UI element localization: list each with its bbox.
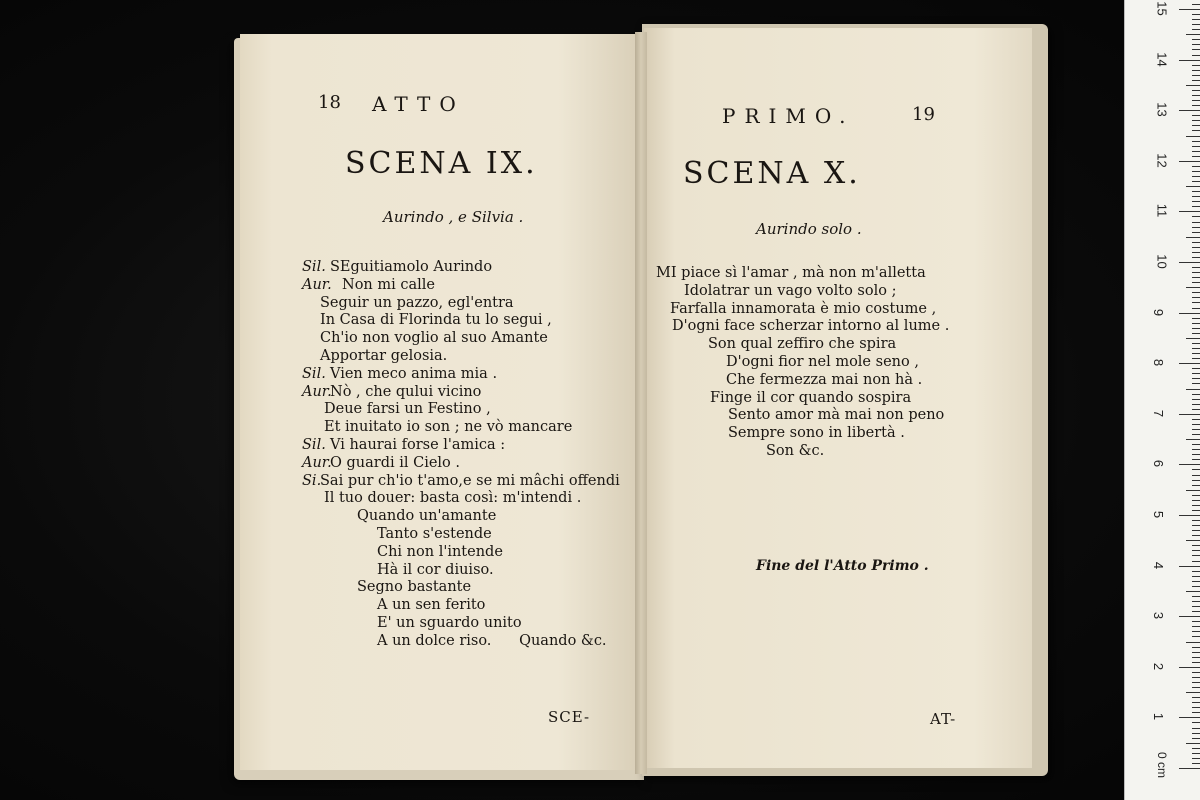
verse-line: A un dolce riso. Quando &c. <box>377 632 607 649</box>
ruler-unit-label: 0 cm <box>1155 751 1170 779</box>
verse-line: Idolatrar un vago volto solo ; <box>684 282 897 299</box>
ruler-tick <box>1192 495 1200 496</box>
ruler-tick <box>1192 343 1200 344</box>
verse-line: Chi non l'intende <box>377 543 503 560</box>
ruler-number: 4 <box>1151 561 1167 569</box>
ruler-tick <box>1192 525 1200 526</box>
ruler-tick <box>1186 743 1200 744</box>
ruler-tick <box>1192 571 1200 572</box>
ruler-tick <box>1192 176 1200 177</box>
ruler-tick <box>1192 611 1200 612</box>
ruler-tick <box>1192 550 1200 551</box>
ruler-tick <box>1179 60 1200 61</box>
ruler-tick <box>1192 561 1200 562</box>
ruler-tick <box>1192 100 1200 101</box>
ruler-tick <box>1192 419 1200 420</box>
verse-line: Apportar gelosia. <box>320 347 448 364</box>
ruler-tick <box>1192 302 1200 303</box>
verse-line: In Casa di Florinda tu lo segui , <box>320 312 552 329</box>
ruler-tick <box>1192 252 1200 253</box>
ruler-tick <box>1192 24 1200 25</box>
ruler-tick <box>1186 136 1200 137</box>
verse-line: Quando un'amante <box>357 508 497 525</box>
verse-line: Segno bastante <box>357 579 472 596</box>
ruler-tick <box>1192 733 1200 734</box>
ruler-number: 9 <box>1151 308 1167 316</box>
verse-line: Tanto s'estende <box>377 525 492 542</box>
ruler-tick <box>1192 216 1200 217</box>
verse-line: Et inuitato io son ; ne vò mancare <box>324 419 573 436</box>
verse-line: Sil. Vien meco anima mia . <box>302 365 498 382</box>
ruler-tick <box>1192 682 1200 683</box>
ruler-tick <box>1192 75 1200 76</box>
ruler-tick <box>1192 722 1200 723</box>
ruler-tick <box>1192 44 1200 45</box>
verse-line: Son qual zeffiro che spira <box>708 336 897 353</box>
ruler-tick <box>1192 454 1200 455</box>
ruler-tick <box>1192 14 1200 15</box>
verse-line: Sil. Vi haurai forse l'amica : <box>302 436 506 453</box>
ruler-tick <box>1192 49 1200 50</box>
ruler-tick <box>1179 110 1200 111</box>
ruler-tick <box>1192 277 1200 278</box>
ruler-number: 2 <box>1151 662 1167 670</box>
verse-line: Si.Sai pur ch'io t'amo,e se mi mâchi offendi <box>302 472 620 489</box>
ruler-tick <box>1192 652 1200 653</box>
ruler-tick <box>1186 186 1200 187</box>
verse-line: Che fermezza mai non hà . <box>726 371 923 388</box>
left-verse-block <box>302 259 620 651</box>
right-cast-list: Aurindo solo . <box>756 220 862 238</box>
ruler-tick <box>1192 394 1200 395</box>
ruler-tick <box>1192 247 1200 248</box>
ruler-tick <box>1192 581 1200 582</box>
ruler-tick <box>1192 677 1200 678</box>
ruler-tick <box>1179 616 1200 617</box>
ruler-tick <box>1192 201 1200 202</box>
ruler-tick <box>1192 55 1200 56</box>
ruler-tick <box>1192 449 1200 450</box>
left-scene-title: SCENA IX. <box>345 146 538 181</box>
ruler-tick <box>1192 358 1200 359</box>
ruler-tick <box>1192 378 1200 379</box>
ruler-tick <box>1186 642 1200 643</box>
ruler-tick <box>1192 738 1200 739</box>
ruler-tick <box>1192 222 1200 223</box>
ruler-tick <box>1192 728 1200 729</box>
end-of-act-note: Fine del l'Atto Primo . <box>756 558 929 574</box>
ruler-tick <box>1192 4 1200 5</box>
ruler-tick <box>1192 156 1200 157</box>
verse-line: Aur.Nò , che qului vicino <box>302 383 482 400</box>
ruler-tick <box>1192 353 1200 354</box>
verse-line: Aur.O guardi il Cielo . <box>302 454 461 471</box>
ruler-tick <box>1192 191 1200 192</box>
ruler-tick <box>1192 636 1200 637</box>
ruler-tick <box>1192 292 1200 293</box>
ruler-tick <box>1192 95 1200 96</box>
ruler-tick <box>1192 459 1200 460</box>
ruler-tick <box>1186 540 1200 541</box>
verse-line: E' un sguardo unito <box>377 614 522 631</box>
ruler-tick <box>1192 753 1200 754</box>
ruler-tick <box>1192 631 1200 632</box>
ruler-tick <box>1192 409 1200 410</box>
ruler-tick <box>1192 404 1200 405</box>
ruler-tick <box>1192 242 1200 243</box>
ruler-tick <box>1192 510 1200 511</box>
ruler-tick <box>1192 555 1200 556</box>
ruler-tick <box>1192 267 1200 268</box>
ruler-number: 8 <box>1151 359 1167 367</box>
ruler-tick <box>1192 530 1200 531</box>
ruler-tick <box>1192 657 1200 658</box>
ruler-tick <box>1192 480 1200 481</box>
ruler-tick <box>1186 287 1200 288</box>
ruler-tick <box>1192 39 1200 40</box>
verse-line: D'ogni face scherzar intorno al lume . <box>672 318 950 335</box>
ruler-tick <box>1179 313 1200 314</box>
ruler-tick <box>1192 662 1200 663</box>
ruler-tick <box>1179 768 1200 769</box>
ruler-tick <box>1192 65 1200 66</box>
ruler-tick <box>1179 262 1200 263</box>
ruler-tick <box>1186 490 1200 491</box>
ruler-tick <box>1179 717 1200 718</box>
ruler-tick <box>1192 181 1200 182</box>
ruler-tick <box>1192 647 1200 648</box>
ruler-tick <box>1192 227 1200 228</box>
ruler-tick <box>1192 297 1200 298</box>
ruler-tick <box>1192 29 1200 30</box>
ruler-tick <box>1192 171 1200 172</box>
ruler-tick <box>1192 196 1200 197</box>
ruler-tick <box>1186 439 1200 440</box>
ruler-tick <box>1192 469 1200 470</box>
ruler-tick <box>1192 485 1200 486</box>
ruler-tick <box>1179 363 1200 364</box>
ruler-number: 15 <box>1154 1 1170 16</box>
ruler-tick <box>1186 85 1200 86</box>
ruler-tick <box>1192 475 1200 476</box>
verse-line: Sempre sono in libertà . <box>728 425 905 442</box>
verse-line: D'ogni fior nel mole seno , <box>726 353 919 370</box>
ruler-tick <box>1192 626 1200 627</box>
verse-line: Aur. Non mi calle <box>302 276 435 293</box>
verse-line: Il tuo douer: basta così: m'intendi . <box>324 490 582 507</box>
ruler-tick <box>1192 383 1200 384</box>
ruler-tick <box>1192 576 1200 577</box>
book-gutter <box>635 32 647 774</box>
ruler-tick <box>1192 120 1200 121</box>
ruler-number: 5 <box>1151 510 1167 519</box>
ruler-tick <box>1192 424 1200 425</box>
ruler-tick <box>1192 712 1200 713</box>
ruler-number: 3 <box>1151 612 1167 620</box>
verse-line: Seguir un pazzo, egl'entra <box>320 294 514 311</box>
ruler-tick <box>1192 328 1200 329</box>
ruler-tick <box>1192 434 1200 435</box>
ruler-number: 14 <box>1154 51 1170 67</box>
ruler-tick <box>1192 606 1200 607</box>
ruler-tick <box>1192 90 1200 91</box>
ruler-tick <box>1192 672 1200 673</box>
ruler-tick <box>1192 348 1200 349</box>
left-page-number: 18 <box>318 92 341 113</box>
ruler-tick <box>1192 368 1200 369</box>
ruler-tick <box>1192 151 1200 152</box>
ruler-tick <box>1192 272 1200 273</box>
ruler-tick <box>1186 692 1200 693</box>
ruler-number: 11 <box>1154 204 1170 218</box>
ruler-tick <box>1192 444 1200 445</box>
ruler-tick <box>1192 399 1200 400</box>
ruler-number: 10 <box>1154 254 1170 269</box>
ruler-tick <box>1179 515 1200 516</box>
measurement-ruler <box>1124 0 1200 800</box>
right-scene-title: SCENA X. <box>683 156 861 191</box>
left-catchword: SCE- <box>548 708 591 726</box>
ruler-tick <box>1186 591 1200 592</box>
ruler-tick <box>1192 697 1200 698</box>
ruler-number: 6 <box>1151 460 1167 468</box>
ruler-tick <box>1192 80 1200 81</box>
ruler-tick <box>1192 601 1200 602</box>
verse-line: Son &c. <box>766 442 825 459</box>
ruler-tick <box>1192 596 1200 597</box>
ruler-tick <box>1192 505 1200 506</box>
ruler-tick <box>1179 211 1200 212</box>
ruler-number: 13 <box>1154 102 1170 117</box>
ruler-tick <box>1192 748 1200 749</box>
ruler-tick <box>1192 166 1200 167</box>
ruler-tick <box>1192 429 1200 430</box>
ruler-tick <box>1192 318 1200 319</box>
ruler-tick <box>1192 308 1200 309</box>
ruler-tick <box>1179 161 1200 162</box>
verse-line: MI piace sì l'amar , mà non m'alletta <box>656 265 926 281</box>
ruler-tick <box>1186 237 1200 238</box>
ruler-tick <box>1192 130 1200 131</box>
ruler-tick <box>1192 535 1200 536</box>
ruler-tick <box>1192 232 1200 233</box>
ruler-tick <box>1192 141 1200 142</box>
ruler-tick <box>1179 566 1200 567</box>
right-verse-block <box>656 265 949 461</box>
ruler-number: 7 <box>1151 409 1167 417</box>
ruler-tick <box>1192 257 1200 258</box>
verse-line: Hà il cor diuiso. <box>377 561 494 578</box>
verse-line: Sento amor mà mai non peno <box>728 407 945 424</box>
right-page-number: 19 <box>912 104 935 125</box>
ruler-tick <box>1179 667 1200 668</box>
ruler-tick <box>1192 333 1200 334</box>
ruler-tick <box>1192 206 1200 207</box>
verse-line: Farfalla innamorata è mio costume , <box>670 300 937 317</box>
verse-line: Ch'io non voglio al suo Amante <box>320 330 548 347</box>
ruler-tick <box>1192 115 1200 116</box>
ruler-tick <box>1192 687 1200 688</box>
verse-line: A un sen ferito <box>377 597 486 614</box>
ruler-tick <box>1192 621 1200 622</box>
ruler-tick <box>1192 545 1200 546</box>
ruler-tick <box>1192 125 1200 126</box>
ruler-tick <box>1192 707 1200 708</box>
ruler-tick <box>1186 34 1200 35</box>
ruler-tick <box>1192 373 1200 374</box>
ruler-tick <box>1192 520 1200 521</box>
ruler-tick <box>1192 702 1200 703</box>
ruler-tick <box>1192 70 1200 71</box>
ruler-tick <box>1192 105 1200 106</box>
verse-line: Finge il cor quando sospira <box>710 389 912 406</box>
ruler-tick <box>1186 338 1200 339</box>
ruler-tick <box>1192 763 1200 764</box>
ruler-tick <box>1179 414 1200 415</box>
ruler-tick <box>1192 586 1200 587</box>
ruler-tick <box>1179 464 1200 465</box>
ruler-number: 1 <box>1151 713 1167 721</box>
left-running-head: ATTO <box>372 92 465 116</box>
ruler-tick <box>1192 282 1200 283</box>
ruler-tick <box>1186 389 1200 390</box>
ruler-tick <box>1192 500 1200 501</box>
ruler-number: 12 <box>1154 153 1170 168</box>
verse-line: Deue farsi un Festino , <box>324 401 491 418</box>
ruler-tick <box>1192 146 1200 147</box>
left-cast-list: Aurindo , e Silvia . <box>383 208 524 226</box>
right-running-head: PRIMO. <box>722 104 855 128</box>
verse-line: Sil. SEguitiamolo Aurindo <box>302 259 493 275</box>
ruler-tick <box>1192 758 1200 759</box>
ruler-tick <box>1192 19 1200 20</box>
right-catchword: AT- <box>930 710 957 728</box>
ruler-tick <box>1179 9 1200 10</box>
ruler-tick <box>1192 323 1200 324</box>
